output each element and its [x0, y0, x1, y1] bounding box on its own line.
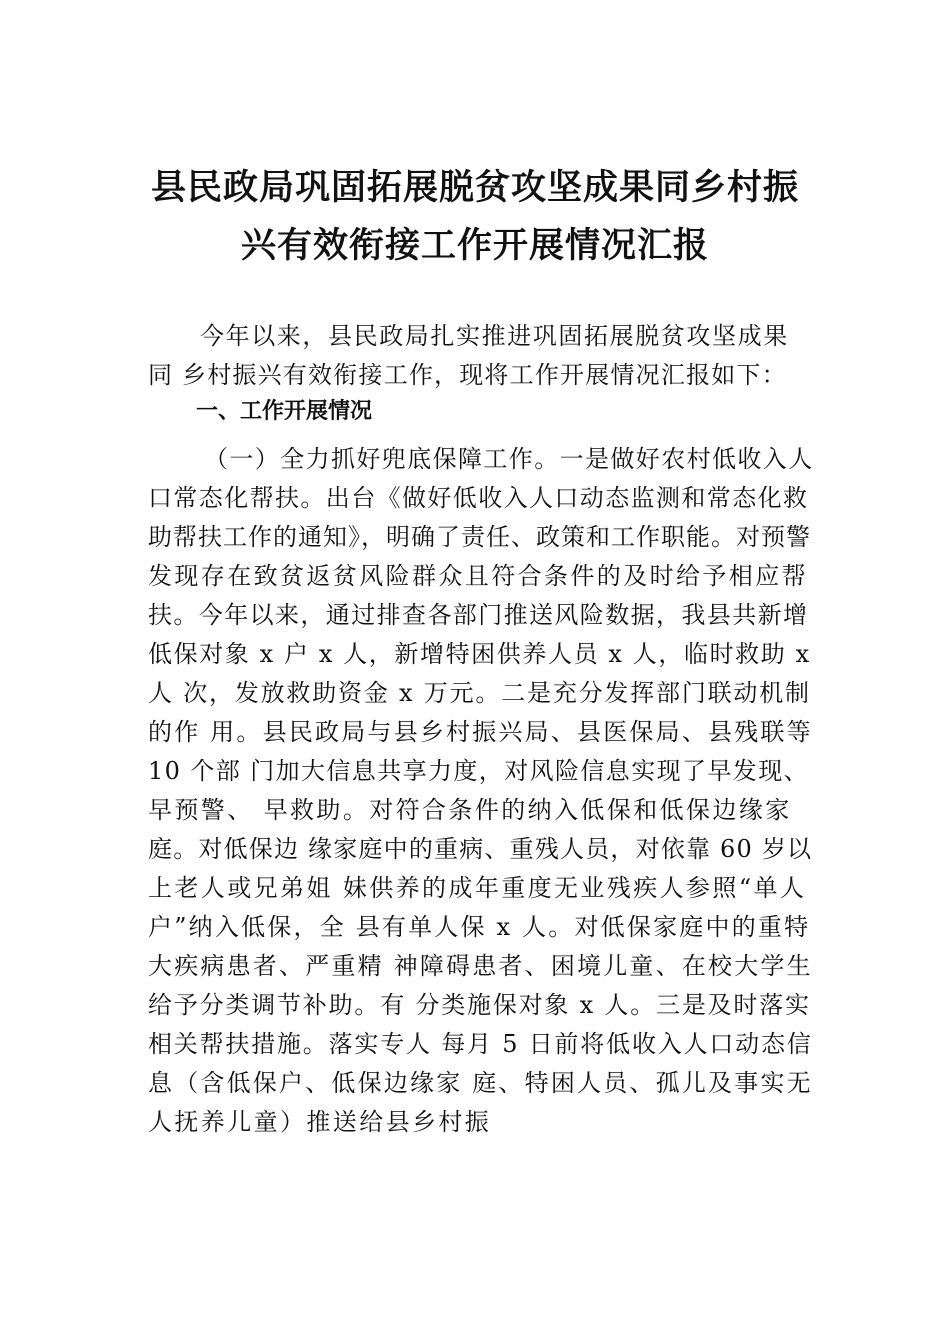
- paragraph-line: 早预警、 早救助。对符合条件的纳入低保和低保边缘家: [148, 796, 792, 824]
- document-title-line-2: 兴有效衔接工作开展情况汇报: [240, 226, 709, 266]
- paragraph-line: 相关帮扶措施。落实专人 每月 5 日前将低收入人口动态信: [148, 1030, 813, 1058]
- intro-line-1: 今年以来，县民政局扎实推进巩固拓展脱贫攻坚成果: [200, 322, 789, 350]
- paragraph-line: 人抚养儿童）推送给县乡村振: [148, 1108, 492, 1136]
- paragraph-line: 户”纳入低保，全 县有单人保 x 人。对低保家庭中的重特: [148, 913, 811, 941]
- paragraph-line: 的作 用。县民政局与县乡村振兴局、县医保局、县残联等: [148, 718, 813, 746]
- paragraph-line: 扶。今年以来，通过排查各部门推送风险数据，我县共新增: [148, 601, 809, 629]
- paragraph-line: 大疾病患者、严重精 神障碍患者、困境儿童、在校大学生: [148, 952, 813, 980]
- paragraph-line: 息（含低保户、低保边缘家 庭、特困人员、孤儿及事实无: [148, 1069, 813, 1097]
- paragraph-line: 助帮扶工作的通知》，明确了责任、政策和工作职能。对预警: [148, 523, 811, 551]
- paragraph-line: 人 次，发放救助资金 x 万元。二是充分发挥部门联动机制: [148, 679, 811, 707]
- paragraph-line: 低保对象 x 户 x 人，新增特困供养人员 x 人，临时救助 x: [148, 640, 811, 668]
- paragraph-line: 庭。对低保边 缘家庭中的重病、重残人员，对依靠 60 岁以: [148, 835, 813, 863]
- paragraph-line: 10 个部 门加大信息共享力度，对风险信息实现了早发现、: [148, 757, 809, 785]
- section-heading: 一、工作开展情况: [196, 399, 373, 424]
- paragraph-line: 上老人或兄弟姐 妹供养的成年重度无业残疾人参照“单人: [148, 874, 807, 902]
- paragraph-line: 发现存在致贫返贫风险群众且符合条件的及时给予相应帮: [148, 562, 808, 590]
- intro-line-2: 同 乡村振兴有效衔接工作，现将工作开展情况汇报如下：: [148, 361, 787, 389]
- document-title-line-1: 县民政局巩固拓展脱贫攻坚成果同乡村振: [150, 168, 799, 208]
- paragraph-line: 给予分类调节补助。有 分类施保对象 x 人。三是及时落实: [148, 991, 811, 1019]
- paragraph-line: （一）全力抓好兜底保障工作。一是做好农村低收入人: [204, 445, 814, 473]
- paragraph-line: 口常态化帮扶。出台《做好低收入人口动态监测和常态化救: [148, 484, 809, 512]
